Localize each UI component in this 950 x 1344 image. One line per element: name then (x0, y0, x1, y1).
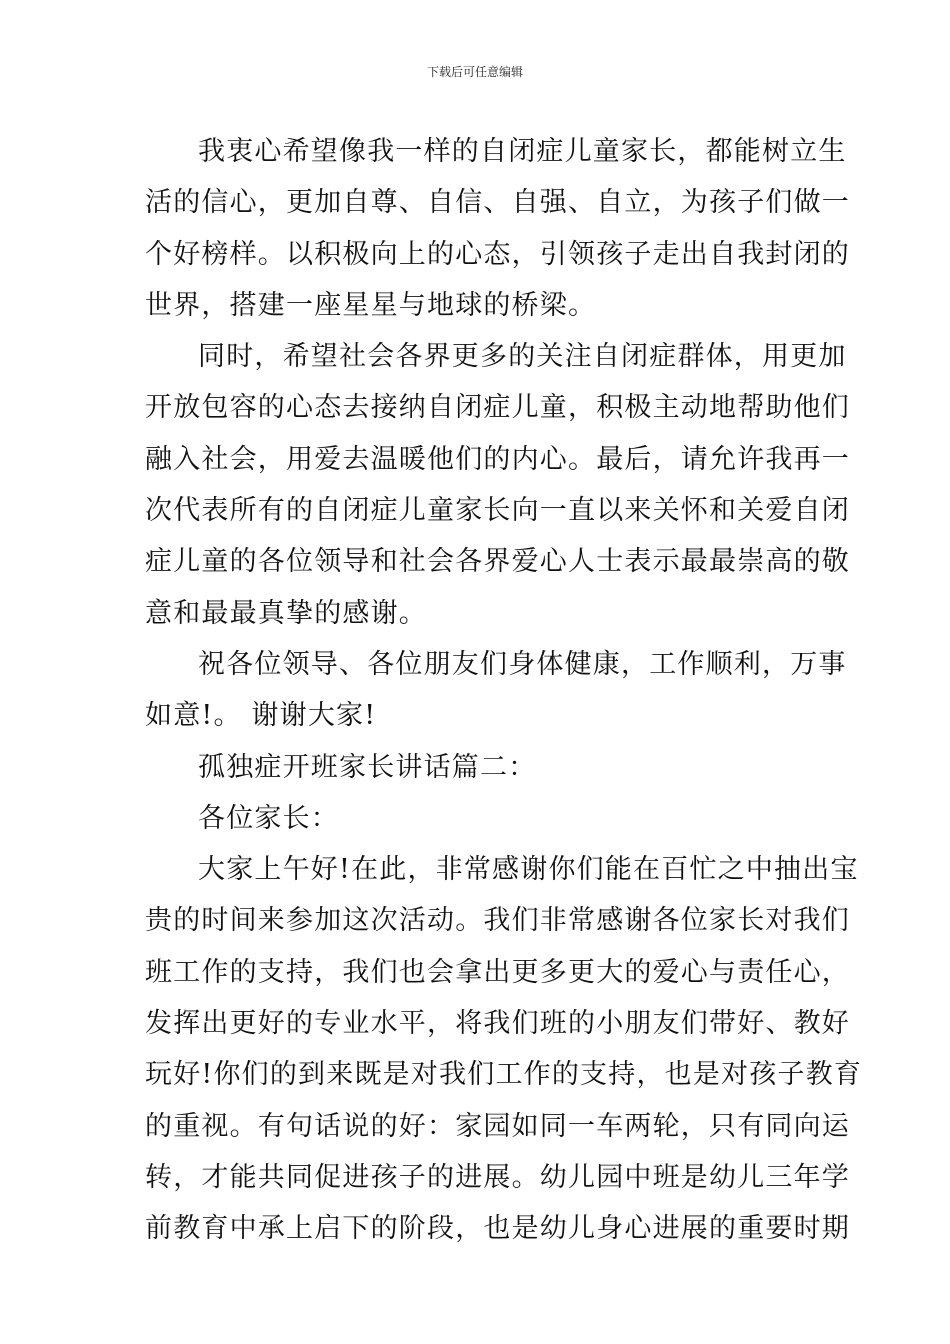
text-line: 开放包容的心态去接纳自闭症儿童，积极主动地帮助他们 (145, 392, 850, 424)
text-line: 我衷心希望像我一样的自闭症儿童家长，都能树立生 (198, 136, 847, 167)
text-line: 个好榜样。以积极向上的心态，引领孩子走出自我封闭的 (145, 238, 850, 270)
text-line: 转，才能共同促进孩子的进展。幼儿园中班是幼儿三年学 (145, 1161, 850, 1193)
text-line: 的重视。有句话说的好：家园如同一车两轮，只有同向运 (145, 1110, 850, 1142)
text-line: 活的信心，更加自尊、自信、自强、自立，为孩子们做一 (145, 187, 850, 219)
text-line: 次代表所有的自闭症儿童家长向一直以来关怀和关爱自闭 (145, 495, 850, 527)
text-line: 世界，搭建一座星星与地球的桥梁。 (145, 289, 597, 321)
salutation: 各位家长： (198, 802, 339, 834)
text-line: 发挥出更好的专业水平，将我们班的小朋友们带好、教好 (145, 1008, 850, 1040)
text-line: 意和最最真挚的感谢。 (145, 597, 427, 629)
document-body (145, 126, 863, 1255)
text-line: 玩好!你们的到来既是对我们工作的支持，也是对孩子教育 (145, 1059, 863, 1091)
text-line: 大家上午好!在此，非常感谢你们能在百忙之中抽出宝 (198, 854, 859, 886)
text-line: 如意!。 谢谢大家! (145, 700, 377, 732)
section-heading: 孤独症开班家长讲话篇二： (198, 751, 537, 783)
text-line: 班工作的支持，我们也会拿出更多更大的爱心与责任心， (145, 956, 850, 988)
text-line: 同时，希望社会各界更多的关注自闭症群体，用更加 (198, 341, 847, 373)
text-line: 祝各位领导、各位朋友们身体健康，工作顺利，万事 (198, 648, 847, 680)
text-line: 前教育中承上启下的阶段，也是幼儿身心进展的重要时期 (145, 1213, 850, 1245)
text-line: 贵的时间来参加这次活动。我们非常感谢各位家长对我们 (145, 905, 850, 937)
text-line: 融入社会，用爱去温暖他们的内心。最后，请允许我再一 (145, 443, 850, 475)
page-header-note: 下载后可任意编辑 (426, 65, 523, 79)
text-line: 症儿童的各位领导和社会各界爱心人士表示最最崇高的敬 (145, 546, 850, 578)
